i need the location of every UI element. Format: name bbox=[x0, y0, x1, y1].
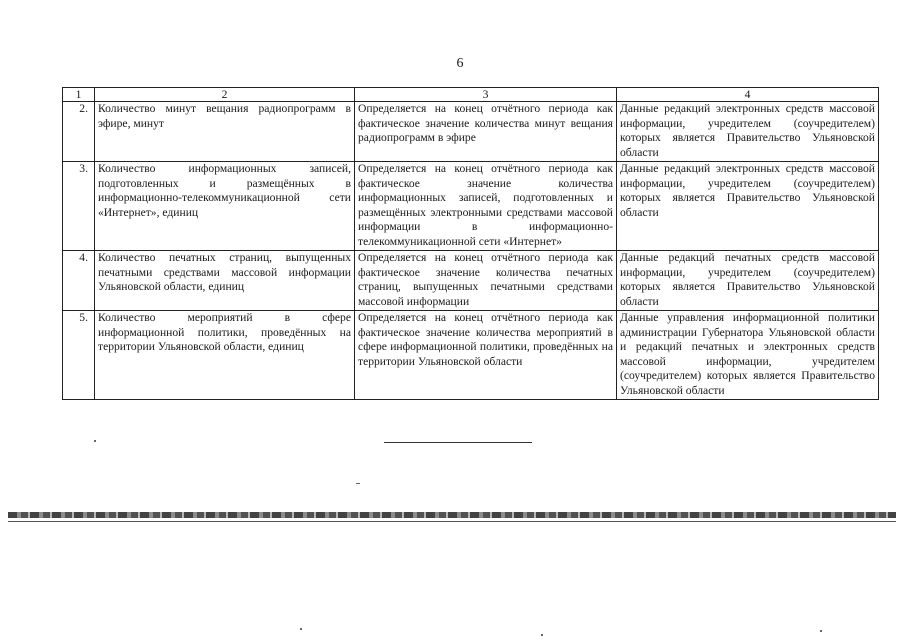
scan-speck bbox=[356, 483, 360, 484]
table-header-row bbox=[63, 88, 879, 102]
scan-speck bbox=[820, 630, 822, 632]
header-cell: 4 bbox=[617, 88, 879, 102]
indicators-table bbox=[62, 87, 879, 400]
row-number: 2. bbox=[63, 102, 95, 162]
indicator-cell: Количество минут вещания радиопрограмм в эфире, минут bbox=[95, 102, 355, 162]
source-cell: Данные редакций электронных средств массовой информации, учредителем (соучредителем) которых является Правительство Ульяновской области bbox=[617, 102, 879, 162]
scan-speck bbox=[300, 628, 302, 630]
table-row bbox=[63, 162, 879, 251]
indicator-cell: Количество мероприятий в сфере информационной политики, проведённых на территории Ульяновской области, единиц bbox=[95, 311, 355, 400]
header-cell: 3 bbox=[355, 88, 617, 102]
indicator-cell: Количество печатных страниц, выпущенных печатными средствами массовой информации Ульяновской области, единиц bbox=[95, 251, 355, 311]
source-cell: Данные управления информационной политики администрации Губернатора Ульяновской области и редакций печатных и электронных средств массовой информации, учредителем (соучредителем) которых является Правительство Ульяновской области bbox=[617, 311, 879, 400]
method-cell: Определяется на конец отчётного периода как фактическое значение количества информационных записей, подготовленных и размещённых электронными средствами массовой информации в информационно-телекоммуникационной сети «Интернет» bbox=[355, 162, 617, 251]
row-number: 5. bbox=[63, 311, 95, 400]
method-cell: Определяется на конец отчётного периода как фактическое значение количества минут вещания радиопрограмм в эфире bbox=[355, 102, 617, 162]
table-row bbox=[63, 102, 879, 162]
table-row bbox=[63, 311, 879, 400]
scan-speck bbox=[541, 634, 543, 636]
source-cell: Данные редакций печатных средств массовой информации, учредителем (соучредителем) которых является Правительство Ульяновской области bbox=[617, 251, 879, 311]
source-cell: Данные редакций электронных средств массовой информации, учредителем (соучредителем) которых является Правительство Ульяновской области bbox=[617, 162, 879, 251]
indicator-cell: Количество информационных записей, подготовленных и размещённых в информационно-телекоммуникационной сети «Интернет», единиц bbox=[95, 162, 355, 251]
method-cell: Определяется на конец отчётного периода как фактическое значение количества печатных страниц, выпущенных печатными средствами массовой информации bbox=[355, 251, 617, 311]
scan-artifact-band bbox=[8, 512, 896, 518]
separator-line bbox=[384, 442, 532, 443]
header-cell: 2 bbox=[95, 88, 355, 102]
table-row bbox=[63, 251, 879, 311]
row-number: 3. bbox=[63, 162, 95, 251]
method-cell: Определяется на конец отчётного периода как фактическое значение количества мероприятий в сфере информационной политики, проведённых на территории Ульяновской области bbox=[355, 311, 617, 400]
row-number: 4. bbox=[63, 251, 95, 311]
scan-artifact-line bbox=[8, 521, 896, 522]
page-number: 6 bbox=[456, 56, 464, 71]
header-cell: 1 bbox=[63, 88, 95, 102]
scan-speck bbox=[94, 440, 96, 442]
